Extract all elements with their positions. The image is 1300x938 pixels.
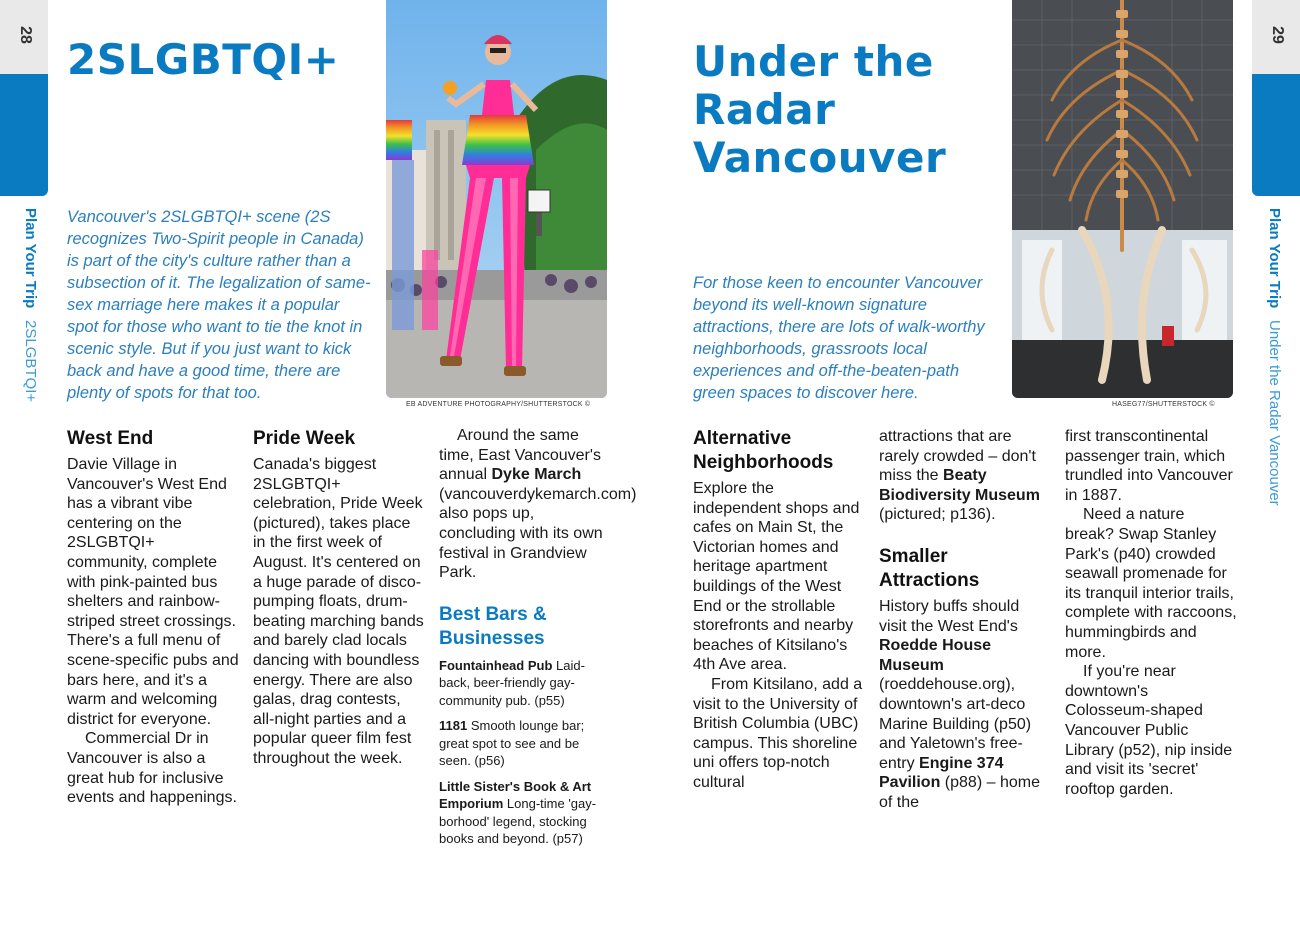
listing-name: Little Sister's Book & Art Emporium: [439, 778, 592, 812]
left-page-tab: [0, 0, 48, 196]
listing-name: Fountainhead Pub: [439, 657, 553, 673]
alt-neighborhoods-heading: Alternative Neighborhoods: [693, 428, 834, 473]
left-tab-accent: [0, 74, 48, 196]
west-end-heading: West End: [67, 428, 154, 449]
dyke-march-text-a: Around the same time, East Vancouver's annual: [439, 427, 601, 484]
listing-item: [439, 778, 611, 848]
listing-item: [439, 657, 611, 710]
left-side-topic: 2SLGBTQI+: [22, 320, 39, 403]
right-side-topic: Under the Radar Vancouver: [1266, 320, 1283, 507]
pride-week-paragraph: Canada's biggest 2SLGBTQI+ celebration, Pride Week (pictured), takes place in the first week of August. It's centered on a huge parade of disco-pumping floats, drum-beating marching bands and barely clad locals dancing with boundless energy. There are also galas, drag contests, all-night parties and a popular queer film fest throughout the week.: [253, 456, 424, 767]
right-page-tab: [1252, 0, 1300, 196]
dyke-march-text-b: (vancouverdykemarch.com) also pops up, concluding with its own festival in Grandview Park.: [439, 485, 637, 582]
alt-neighborhoods-column: [693, 427, 865, 793]
beaty-text-a: attractions that are rarely crowded – don't miss the: [879, 428, 1036, 485]
roedde-text-a: History buffs should visit the West End's: [879, 597, 1020, 635]
right-tab-accent: [1252, 74, 1300, 196]
whale-skeleton-photo: [1012, 0, 1233, 398]
beaty-paragraph: [879, 427, 1051, 525]
right-side-section: Plan Your Trip: [1266, 208, 1283, 309]
left-side-label: [15, 208, 39, 403]
right-side-label: [1259, 208, 1283, 506]
west-end-paragraph-2: Commercial Dr in Vancouver is also a great hub for inclusive events and happenings.: [67, 730, 237, 807]
right-col3-paragraph-2: Need a nature break? Swap Stanley Park's (p40) crowded seawall promenade for its tranquil interior trails, complete with raccoons, hummingbirds and more.: [1065, 506, 1237, 661]
right-page-number-box: [1252, 0, 1300, 74]
roedde-house-name: Roedde House Museum: [879, 637, 992, 674]
west-end-column: [67, 427, 239, 808]
beaty-text-b: (pictured; p136).: [879, 506, 996, 524]
alt-neighborhoods-paragraph-2: From Kitsilano, add a visit to the University of British Columbia (UBC) campus. This shoreline uni offers top-notch cultural: [693, 675, 863, 791]
roedde-text-b: (roeddehouse.org), downtown's art-deco Marine Building (p50) and Yaletown's free-entry: [879, 676, 1032, 772]
right-page-title: [693, 38, 946, 182]
left-page-title: 2SLGBTQI+: [67, 35, 340, 84]
left-intro: Vancouver's 2SLGBTQI+ scene (2S recognizes Two-Spirit people in Canada) is part of the city's culture rather than a subsection of it. The legalization of same-sex marriage here makes it a popular spot for those who want to tie the knot in scenic style. But if you just want to kick back and have a good time, there are plenty of spots for that too.: [67, 208, 371, 402]
whale-skeleton-illustration: [1012, 0, 1233, 398]
engine-text-c: (p88) – home of the: [879, 774, 1040, 811]
pride-week-heading: Pride Week: [253, 428, 356, 449]
best-bars-heading: Best Bars & Businesses: [439, 603, 547, 649]
listing-name: 1181: [439, 718, 468, 734]
right-column-2: [879, 427, 1051, 813]
pride-parade-illustration: [386, 0, 607, 398]
west-end-paragraph-1: Davie Village in Vancouver's West End has a vibrant vibe centering on the 2SLGBTQI+ community, complete with pink-painted bus shelters and rainbow-striped street crossings. There's a full menu of scene-specific pubs and bars here, and it's a warm and welcoming district for everyone.: [67, 456, 239, 728]
left-column-3: [439, 426, 637, 856]
right-intro: For those keen to encounter Vancouver beyond its well-known signature attractions, there are lots of walk-worthy neighborhoods, grassroots local experiences and off-the-beaten-path green spaces to discover here.: [693, 274, 985, 402]
right-col3-paragraph-1: first transcontinental passenger train, which trundled into Vancouver in 1887.: [1065, 428, 1233, 504]
beaty-museum-name: Beaty Biodiversity Museum: [879, 467, 1040, 504]
dyke-march-name: Dyke March: [491, 466, 582, 484]
listing-desc: Long-time 'gay-borhood' legend, stocking books and beyond. (p57): [439, 796, 597, 847]
pride-week-column: [253, 427, 425, 769]
right-col3-paragraph-3: If you're near downtown's Colosseum-shaped Vancouver Public Library (p52), nip inside and visit its 'secret' rooftop garden.: [1065, 663, 1233, 798]
engine-374-name: Engine 374 Pavilion: [879, 754, 1004, 792]
pride-parade-photo: [386, 0, 607, 398]
alt-neighborhoods-paragraph-1: Explore the independent shops and cafes on Main St, the Victorian homes and heritage apartment buildings of the West End or the strollable storefronts and nearby beaches of Kitsilano's 4th Ave area.: [693, 480, 860, 674]
listing-desc: Laid-back, beer-friendly gay-community pub. (p55): [439, 657, 585, 708]
right-title-line-1: Under the: [693, 37, 934, 86]
smaller-attractions-heading: Smaller Attractions: [879, 545, 980, 591]
right-title-line-3: Vancouver: [693, 133, 947, 182]
listing-item: [439, 717, 611, 770]
smaller-attractions-paragraph: [879, 597, 1051, 813]
right-page-number: 29: [1268, 26, 1286, 44]
right-photo-credit: HASEG77/SHUTTERSTOCK ©: [1112, 401, 1215, 408]
left-photo-credit: EB ADVENTURE PHOTOGRAPHY/SHUTTERSTOCK ©: [406, 401, 591, 408]
dyke-march-paragraph: [439, 426, 637, 583]
right-title-line-2: Radar: [693, 85, 836, 134]
left-page-number-box: [0, 0, 48, 74]
listing-desc: Smooth lounge bar; great spot to see and be seen. (p56): [439, 718, 585, 769]
right-column-3: [1065, 427, 1237, 799]
left-side-section: Plan Your Trip: [22, 208, 39, 309]
left-page-number: 28: [16, 26, 34, 44]
